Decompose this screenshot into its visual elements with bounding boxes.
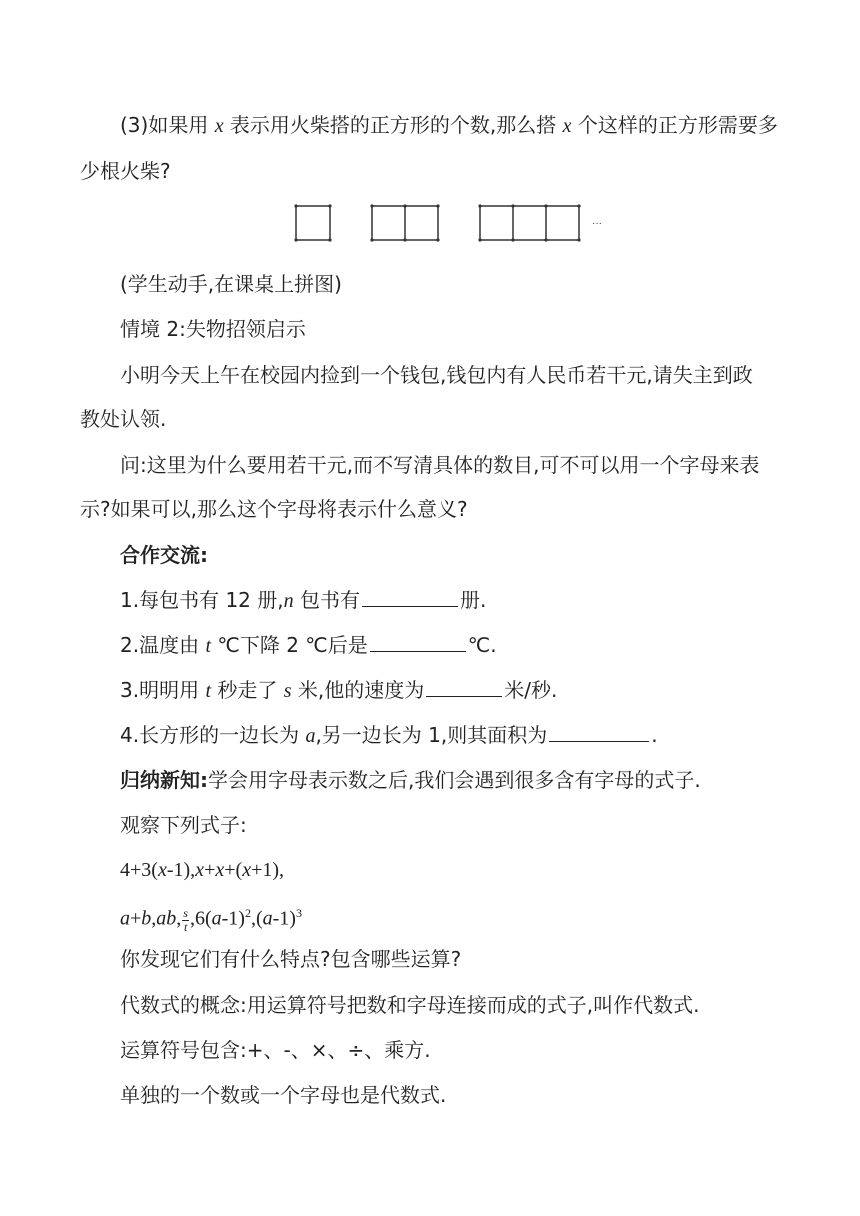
expression-line-1: 4+3(x-1),x+x+(x+1), — [120, 859, 285, 881]
answer-blank-3[interactable] — [426, 676, 502, 697]
q3-suffix: 个这样的正方形需要多 — [571, 113, 778, 137]
observe-prompt: 观察下列式子: — [120, 813, 247, 837]
single-term-note: 单独的一个数或一个字母也是代数式. — [120, 1083, 447, 1107]
three-squares-figure — [480, 206, 579, 240]
coop-item-3: 3.明明用 t 秒走了 s 米,他的速度为 米/秒. — [120, 678, 558, 702]
answer-blank-2[interactable] — [370, 631, 466, 652]
answer-blank-4[interactable] — [549, 721, 649, 742]
two-squares-figure — [372, 206, 438, 240]
expression-line-2: a+b,ab, $\frac{s}{t}$ $,6(a-1)^2,(a-1)^3$ — [120, 905, 302, 934]
q3-prefix: (3)如果用 — [120, 113, 215, 137]
question-line2: 示?如果可以,那么这个字母将表示什么意义? — [80, 497, 468, 521]
figure-ellipsis: ··· — [592, 218, 602, 229]
variable-x: x — [562, 115, 572, 137]
variable-n: n — [283, 590, 294, 612]
summary-heading: 归纳新知: — [120, 768, 208, 792]
one-square-figure — [296, 206, 330, 240]
summary-paragraph — [120, 765, 701, 795]
fraction-s-over-t: $\frac{s}{t}$ — [183, 905, 188, 934]
q3-middle: 表示用火柴搭的正方形的个数,那么搭 — [223, 113, 563, 137]
coop-item-1: 1.每包书有 12 册,n 包书有 册. — [120, 588, 487, 612]
definition-text: 代数式的概念:用运算符号把数和字母连接而成的式子,叫作代数式. — [120, 993, 700, 1017]
coop-item-2: 2.温度由 t ℃下降 2 ℃后是 ℃. — [120, 633, 497, 657]
notice-line1: 小明今天上午在校园内捡到一个钱包,钱包内有人民币若干元,请失主到政 — [120, 363, 753, 387]
question-3-line1 — [120, 110, 778, 141]
discover-question: 你发现它们有什么特点?包含哪些运算? — [120, 947, 462, 971]
coop-item-4: 4.长方形的一边长为 a,另一边长为 1,则其面积为 . — [120, 723, 658, 747]
student-note: (学生动手,在课桌上拼图) — [120, 272, 342, 296]
operators-text: 运算符号包含:+、-、×、÷、乘方. — [120, 1038, 431, 1062]
variable-t: t — [205, 680, 212, 702]
variable-a: a — [305, 725, 316, 747]
variable-x: x — [214, 115, 224, 137]
notice-line2: 教处认领. — [80, 407, 167, 431]
cooperation-heading: 合作交流: — [120, 543, 208, 567]
question-3-line2: 少根火柴? — [80, 159, 171, 183]
question-line1: 问:这里为什么要用若干元,而不写清具体的数目,可不可以用一个字母来表 — [120, 453, 760, 477]
scene-2-title: 情境 2:失物招领启示 — [120, 317, 306, 341]
variable-t: t — [205, 635, 212, 657]
matchstick-squares-figure — [290, 200, 620, 250]
summary-text: 学会用字母表示数之后,我们会遇到很多含有字母的式子. — [208, 768, 701, 792]
answer-blank-1[interactable] — [362, 586, 458, 607]
variable-s: s — [283, 680, 292, 702]
